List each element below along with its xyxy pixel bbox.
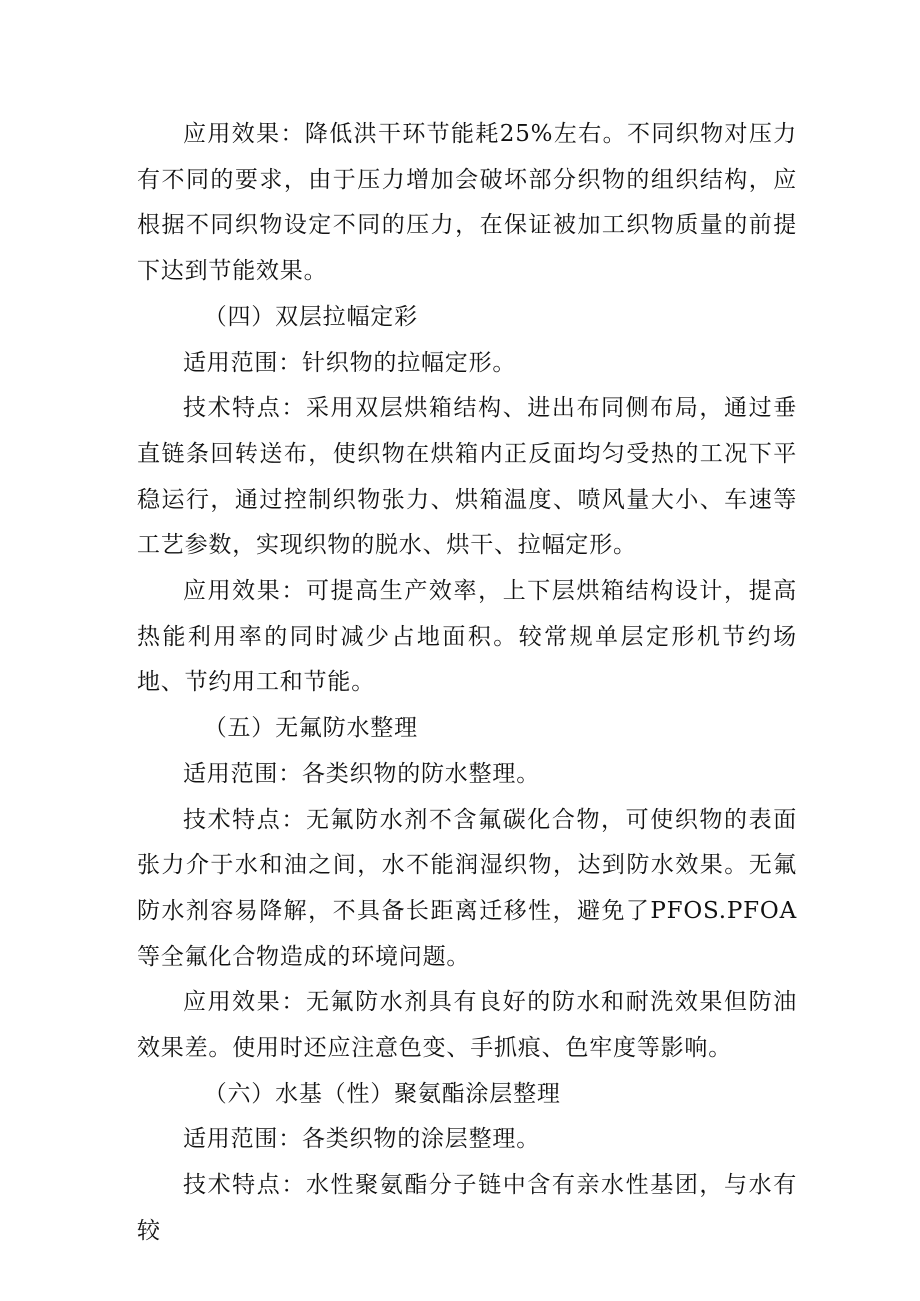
paragraph-stenter-effect: 应用效果：可提高生产效率，上下层烘箱结构设计，提高热能利用率的同时减少占地面积。较常规单层定形机节约场地、节约用工和节能。 bbox=[137, 578, 797, 696]
section-heading-fluorine-free-waterproof: （五）无氟防水整理 bbox=[203, 715, 418, 742]
paragraph-drying-effect: 应用效果：降低洪干环节能耗25%左右。不同织物对压力有不同的要求，由于压力增加会破坏部分织物的组织结构，应根据不同织物设定不同的压力，在保证被加工织物质量的前提下达到节能效果。 bbox=[137, 121, 797, 285]
paragraph-waterproof-effect: 应用效果：无氟防水剂具有良好的防水和耐洗效果但防油效果差。使用时还应注意色变、手抓痕、色牢度等影响。 bbox=[137, 989, 797, 1062]
paragraph-stenter-scope: 适用范围：针织物的拉幅定形。 bbox=[183, 349, 517, 376]
paragraph-waterproof-features: 技术特点：无氟防水剂不含氟碳化合物，可使织物的表面张力介于水和油之间，水不能润湿织物，达到防水效果。无氟防水剂容易降解，不具备长距离迁移性，避免了PFOS.PFOA等全氟化合物造成的环境问题。 bbox=[137, 806, 797, 970]
paragraph-coating-scope: 适用范围：各类织物的涂层整理。 bbox=[183, 1126, 540, 1153]
paragraph-coating-features: 技术特点：水性聚氨酯分子链中含有亲水性基团，与水有较 bbox=[137, 1172, 797, 1244]
paragraph-waterproof-scope: 适用范围：各类织物的防水整理。 bbox=[183, 760, 540, 787]
section-heading-waterborne-polyurethane: （六）水基（性）聚氨酯涂层整理 bbox=[203, 1080, 561, 1107]
document-body bbox=[137, 112, 797, 1255]
paragraph-stenter-features: 技术特点：采用双层烘箱结构、进出布同侧布局，通过垂直链条回转送布，使织物在烘箱内正反面均匀受热的工况下平稳运行，通过控制织物张力、烘箱温度、喷风量大小、车速等工艺参数，实现织物的脱水、烘干、拉幅定形。 bbox=[137, 395, 797, 559]
section-heading-double-layer-stenter: （四）双层拉幅定彩 bbox=[203, 303, 418, 330]
